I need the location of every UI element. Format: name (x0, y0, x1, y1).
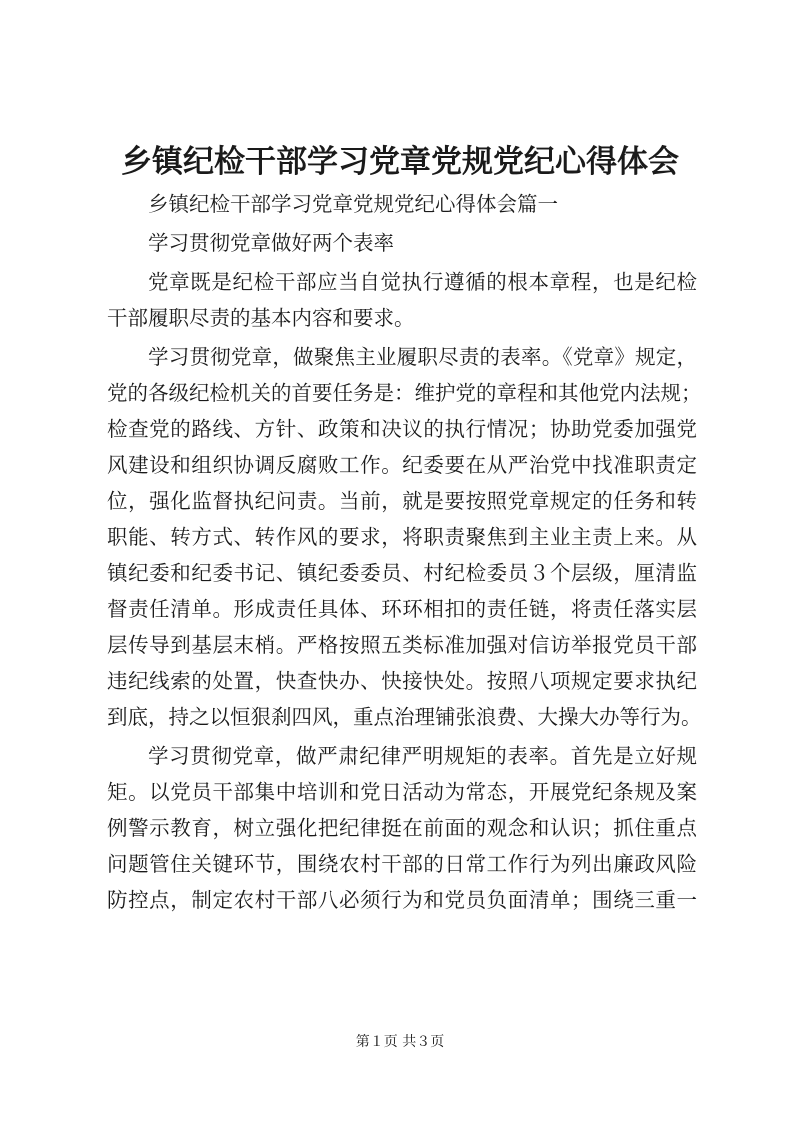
paragraph-heading (107, 225, 697, 261)
text-line: 职能、转方式、转作风的要求，将职责聚焦到主业主责上来。从 (107, 525, 697, 549)
paragraph (107, 738, 697, 918)
text-line: 学习贯彻党章做好两个表率 (148, 231, 394, 255)
text-line: 党的各级纪检机关的首要任务是：维护党的章程和其他党内法规； (107, 381, 702, 405)
paragraph-subtitle (107, 186, 697, 222)
text-line: 防控点，制定农村干部八必须行为和党员负面清单；围绕三重一 (107, 888, 697, 912)
document-body (107, 186, 702, 921)
text-line: 干部履职尽责的基本内容和要求。 (107, 306, 415, 330)
text-line: 层传导到基层末梢。严格按照五类标准加强对信访举报党员干部 (107, 633, 697, 657)
text-line: 乡镇纪检干部学习党章党规党纪心得体会篇一 (148, 192, 558, 216)
text-line: 到底，持之以恒狠刹四风，重点治理铺张浪费、大操大办等行为。 (107, 705, 702, 729)
paragraph (107, 339, 702, 735)
page-number: 第１页 共３页 (355, 1034, 445, 1050)
text-line: 学习贯彻党章，做严肃纪律严明规矩的表率。首先是立好规 (148, 744, 697, 768)
text-line: 问题管住关键环节，围绕农村干部的日常工作行为列出廉政风险 (107, 852, 697, 876)
text-line: 督责任清单。形成责任具体、环环相扣的责任链，将责任落实层 (107, 597, 697, 621)
paragraph (107, 264, 697, 336)
text-line: 例警示教育，树立强化把纪律挺在前面的观念和认识；抓住重点 (107, 816, 697, 840)
text-line: 位，强化监督执纪问责。当前，就是要按照党章规定的任务和转 (107, 489, 697, 513)
text-line: 风建设和组织协调反腐败工作。纪委要在从严治党中找准职责定 (107, 453, 697, 477)
text-line: 检查党的路线、方针、政策和决议的执行情况；协助党委加强党 (107, 417, 697, 441)
text-line: 党章既是纪检干部应当自觉执行遵循的根本章程，也是纪检 (148, 270, 697, 294)
text-line: 学习贯彻党章，做聚焦主业履职尽责的表率。《党章》规定， (148, 345, 697, 369)
text-line: 违纪线索的处置，快查快办、快接快处。按照八项规定要求执纪 (107, 669, 697, 693)
document-title: 乡镇纪检干部学习党章党规党纪心得体会 (121, 144, 679, 180)
text-line: 镇纪委和纪委书记、镇纪委委员、村纪检委员３个层级，厘清监 (107, 561, 697, 585)
text-line: 矩。以党员干部集中培训和党日活动为常态，开展党纪条规及案 (107, 780, 697, 804)
